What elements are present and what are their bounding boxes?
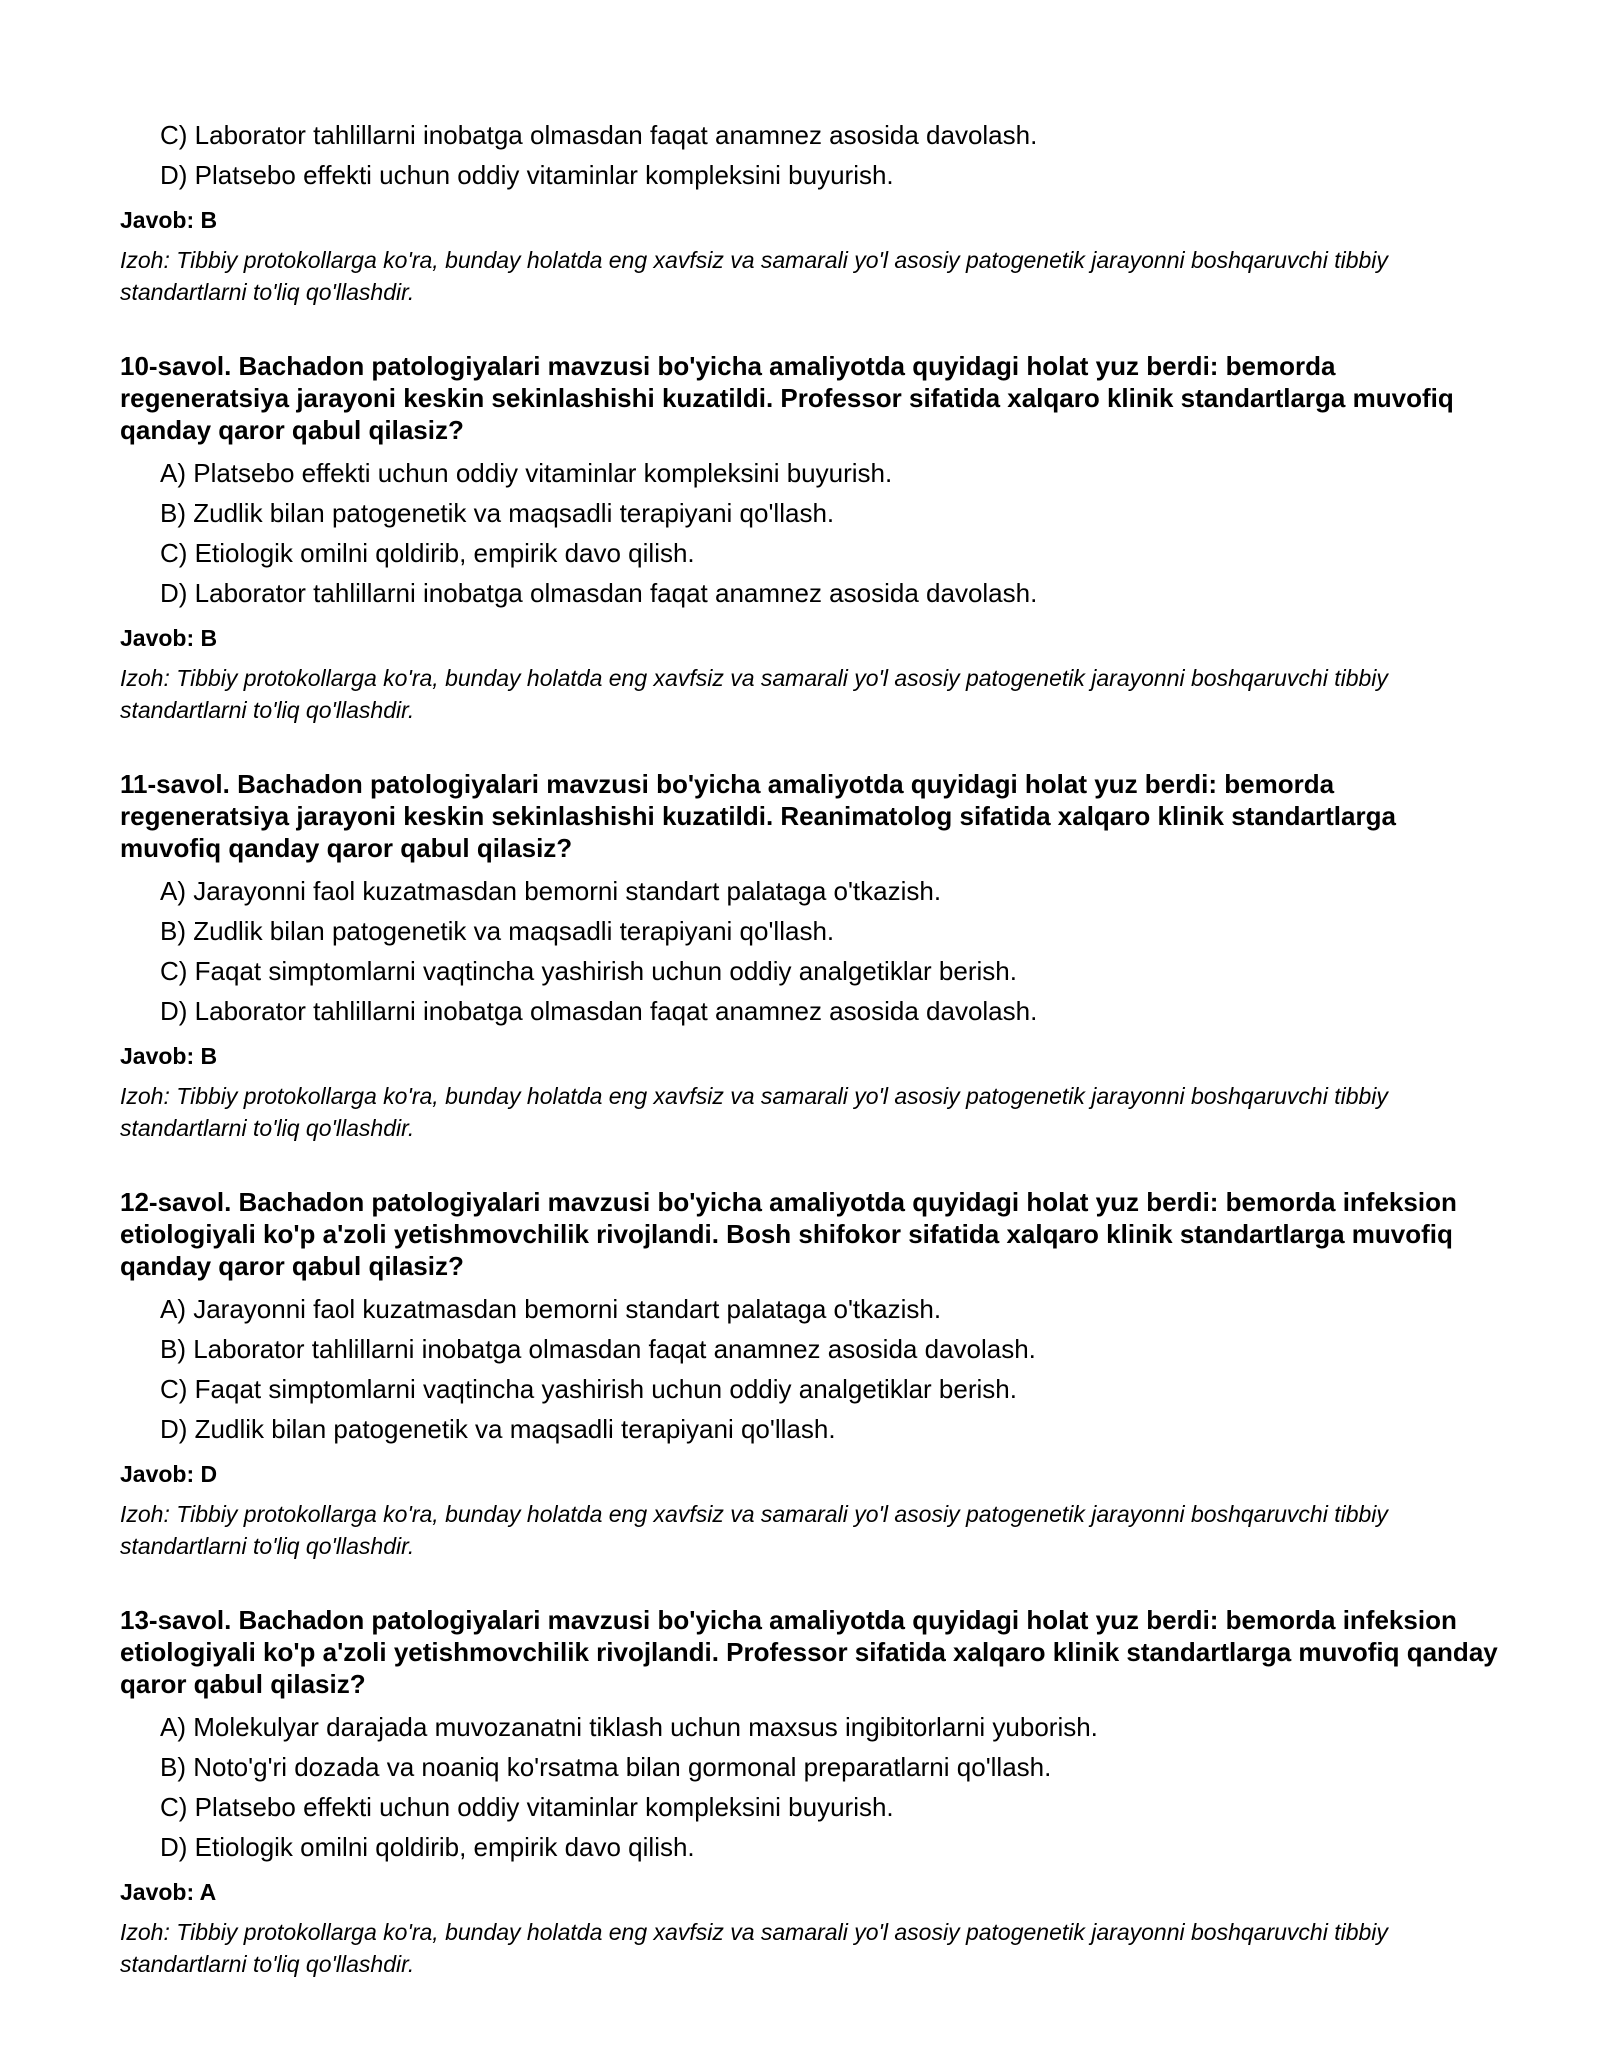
option-d: D) Etiologik omilni qoldirib, empirik davo qilish.	[160, 1832, 695, 1862]
question-10	[120, 350, 1500, 726]
option-b: B) Laborator tahlillarni inobatga olmasdan faqat anamnez asosida davolash.	[160, 1334, 1036, 1364]
explanation-note: Izoh: Tibbiy protokollarga ko'ra, bunday holatda eng xavfsiz va samarali yo'l asosiy patogenetik jarayonni boshqaruvchi tibbiy standartlarni to'liq qo'llashdir.	[120, 665, 1388, 723]
question-13	[120, 1604, 1500, 1980]
answer-label: Javob: B	[120, 1043, 218, 1069]
option-b: B) Zudlik bilan patogenetik va maqsadli terapiyani qo'llash.	[160, 916, 835, 946]
option-a: A) Jarayonni faol kuzatmasdan bemorni standart palataga o'tkazish.	[160, 876, 942, 906]
option-b: B) Noto'g'ri dozada va noaniq ko'rsatma bilan gormonal preparatlarni qo'llash.	[160, 1752, 1052, 1782]
answer-label: Javob: B	[120, 625, 218, 651]
document-page	[120, 120, 1500, 2022]
option-c: C) Platsebo effekti uchun oddiy vitaminlar kompleksini buyurish.	[160, 1792, 894, 1822]
option-c: C) Etiologik omilni qoldirib, empirik davo qilish.	[160, 538, 695, 568]
question-text: 10-savol. Bachadon patologiyalari mavzusi bo'yicha amaliyotda quyidagi holat yuz berdi: bemorda regeneratsiya jarayoni keskin sekinlashishi kuzatildi. Professor sifatida xalqaro klinik standartlarga muvofiq qanday qaror qabul qilasiz?	[120, 351, 1454, 445]
option-a: A) Jarayonni faol kuzatmasdan bemorni standart palataga o'tkazish.	[160, 1294, 942, 1324]
option-c: C) Faqat simptomlarni vaqtincha yashirish uchun oddiy analgetiklar berish.	[160, 956, 1017, 986]
option-d: D) Platsebo effekti uchun oddiy vitaminlar kompleksini buyurish.	[160, 160, 894, 190]
option-d: D) Zudlik bilan patogenetik va maqsadli terapiyani qo'llash.	[160, 1414, 836, 1444]
explanation-note: Izoh: Tibbiy protokollarga ko'ra, bunday holatda eng xavfsiz va samarali yo'l asosiy patogenetik jarayonni boshqaruvchi tibbiy standartlarni to'liq qo'llashdir.	[120, 1083, 1388, 1141]
answer-label: Javob: A	[120, 1879, 217, 1905]
option-a: A) Platsebo effekti uchun oddiy vitaminlar kompleksini buyurish.	[160, 458, 893, 488]
explanation-note: Izoh: Tibbiy protokollarga ko'ra, bunday holatda eng xavfsiz va samarali yo'l asosiy patogenetik jarayonni boshqaruvchi tibbiy standartlarni to'liq qo'llashdir.	[120, 247, 1388, 305]
question-text: 13-savol. Bachadon patologiyalari mavzusi bo'yicha amaliyotda quyidagi holat yuz berdi: bemorda infeksion etiologiyali ko'p a'zoli yetishmovchilik rivojlandi. Professor sifatida xalqaro klinik standartlarga muvofiq qanday qaror qabul qilasiz?	[120, 1605, 1498, 1699]
option-c: C) Laborator tahlillarni inobatga olmasdan faqat anamnez asosida davolash.	[160, 120, 1038, 150]
option-b: B) Zudlik bilan patogenetik va maqsadli terapiyani qo'llash.	[160, 498, 835, 528]
answer-label: Javob: D	[120, 1461, 218, 1487]
question-9-continuation	[120, 120, 1500, 308]
explanation-note: Izoh: Tibbiy protokollarga ko'ra, bunday holatda eng xavfsiz va samarali yo'l asosiy patogenetik jarayonni boshqaruvchi tibbiy standartlarni to'liq qo'llashdir.	[120, 1919, 1388, 1977]
option-a: A) Molekulyar darajada muvozanatni tiklash uchun maxsus ingibitorlarni yuborish.	[160, 1712, 1098, 1742]
question-11	[120, 768, 1500, 1144]
question-text: 12-savol. Bachadon patologiyalari mavzusi bo'yicha amaliyotda quyidagi holat yuz berdi: bemorda infeksion etiologiyali ko'p a'zoli yetishmovchilik rivojlandi. Bosh shifokor sifatida xalqaro klinik standartlarga muvofiq qanday qaror qabul qilasiz?	[120, 1187, 1457, 1281]
answer-label: Javob: B	[120, 207, 218, 233]
option-c: C) Faqat simptomlarni vaqtincha yashirish uchun oddiy analgetiklar berish.	[160, 1374, 1017, 1404]
option-d: D) Laborator tahlillarni inobatga olmasdan faqat anamnez asosida davolash.	[160, 996, 1038, 1026]
option-d: D) Laborator tahlillarni inobatga olmasdan faqat anamnez asosida davolash.	[160, 578, 1038, 608]
question-12	[120, 1186, 1500, 1562]
explanation-note: Izoh: Tibbiy protokollarga ko'ra, bunday holatda eng xavfsiz va samarali yo'l asosiy patogenetik jarayonni boshqaruvchi tibbiy standartlarni to'liq qo'llashdir.	[120, 1501, 1388, 1559]
question-text: 11-savol. Bachadon patologiyalari mavzusi bo'yicha amaliyotda quyidagi holat yuz berdi: bemorda regeneratsiya jarayoni keskin sekinlashishi kuzatildi. Reanimatolog sifatida xalqaro klinik standartlarga muvofiq qanday qaror qabul qilasiz?	[120, 769, 1396, 863]
